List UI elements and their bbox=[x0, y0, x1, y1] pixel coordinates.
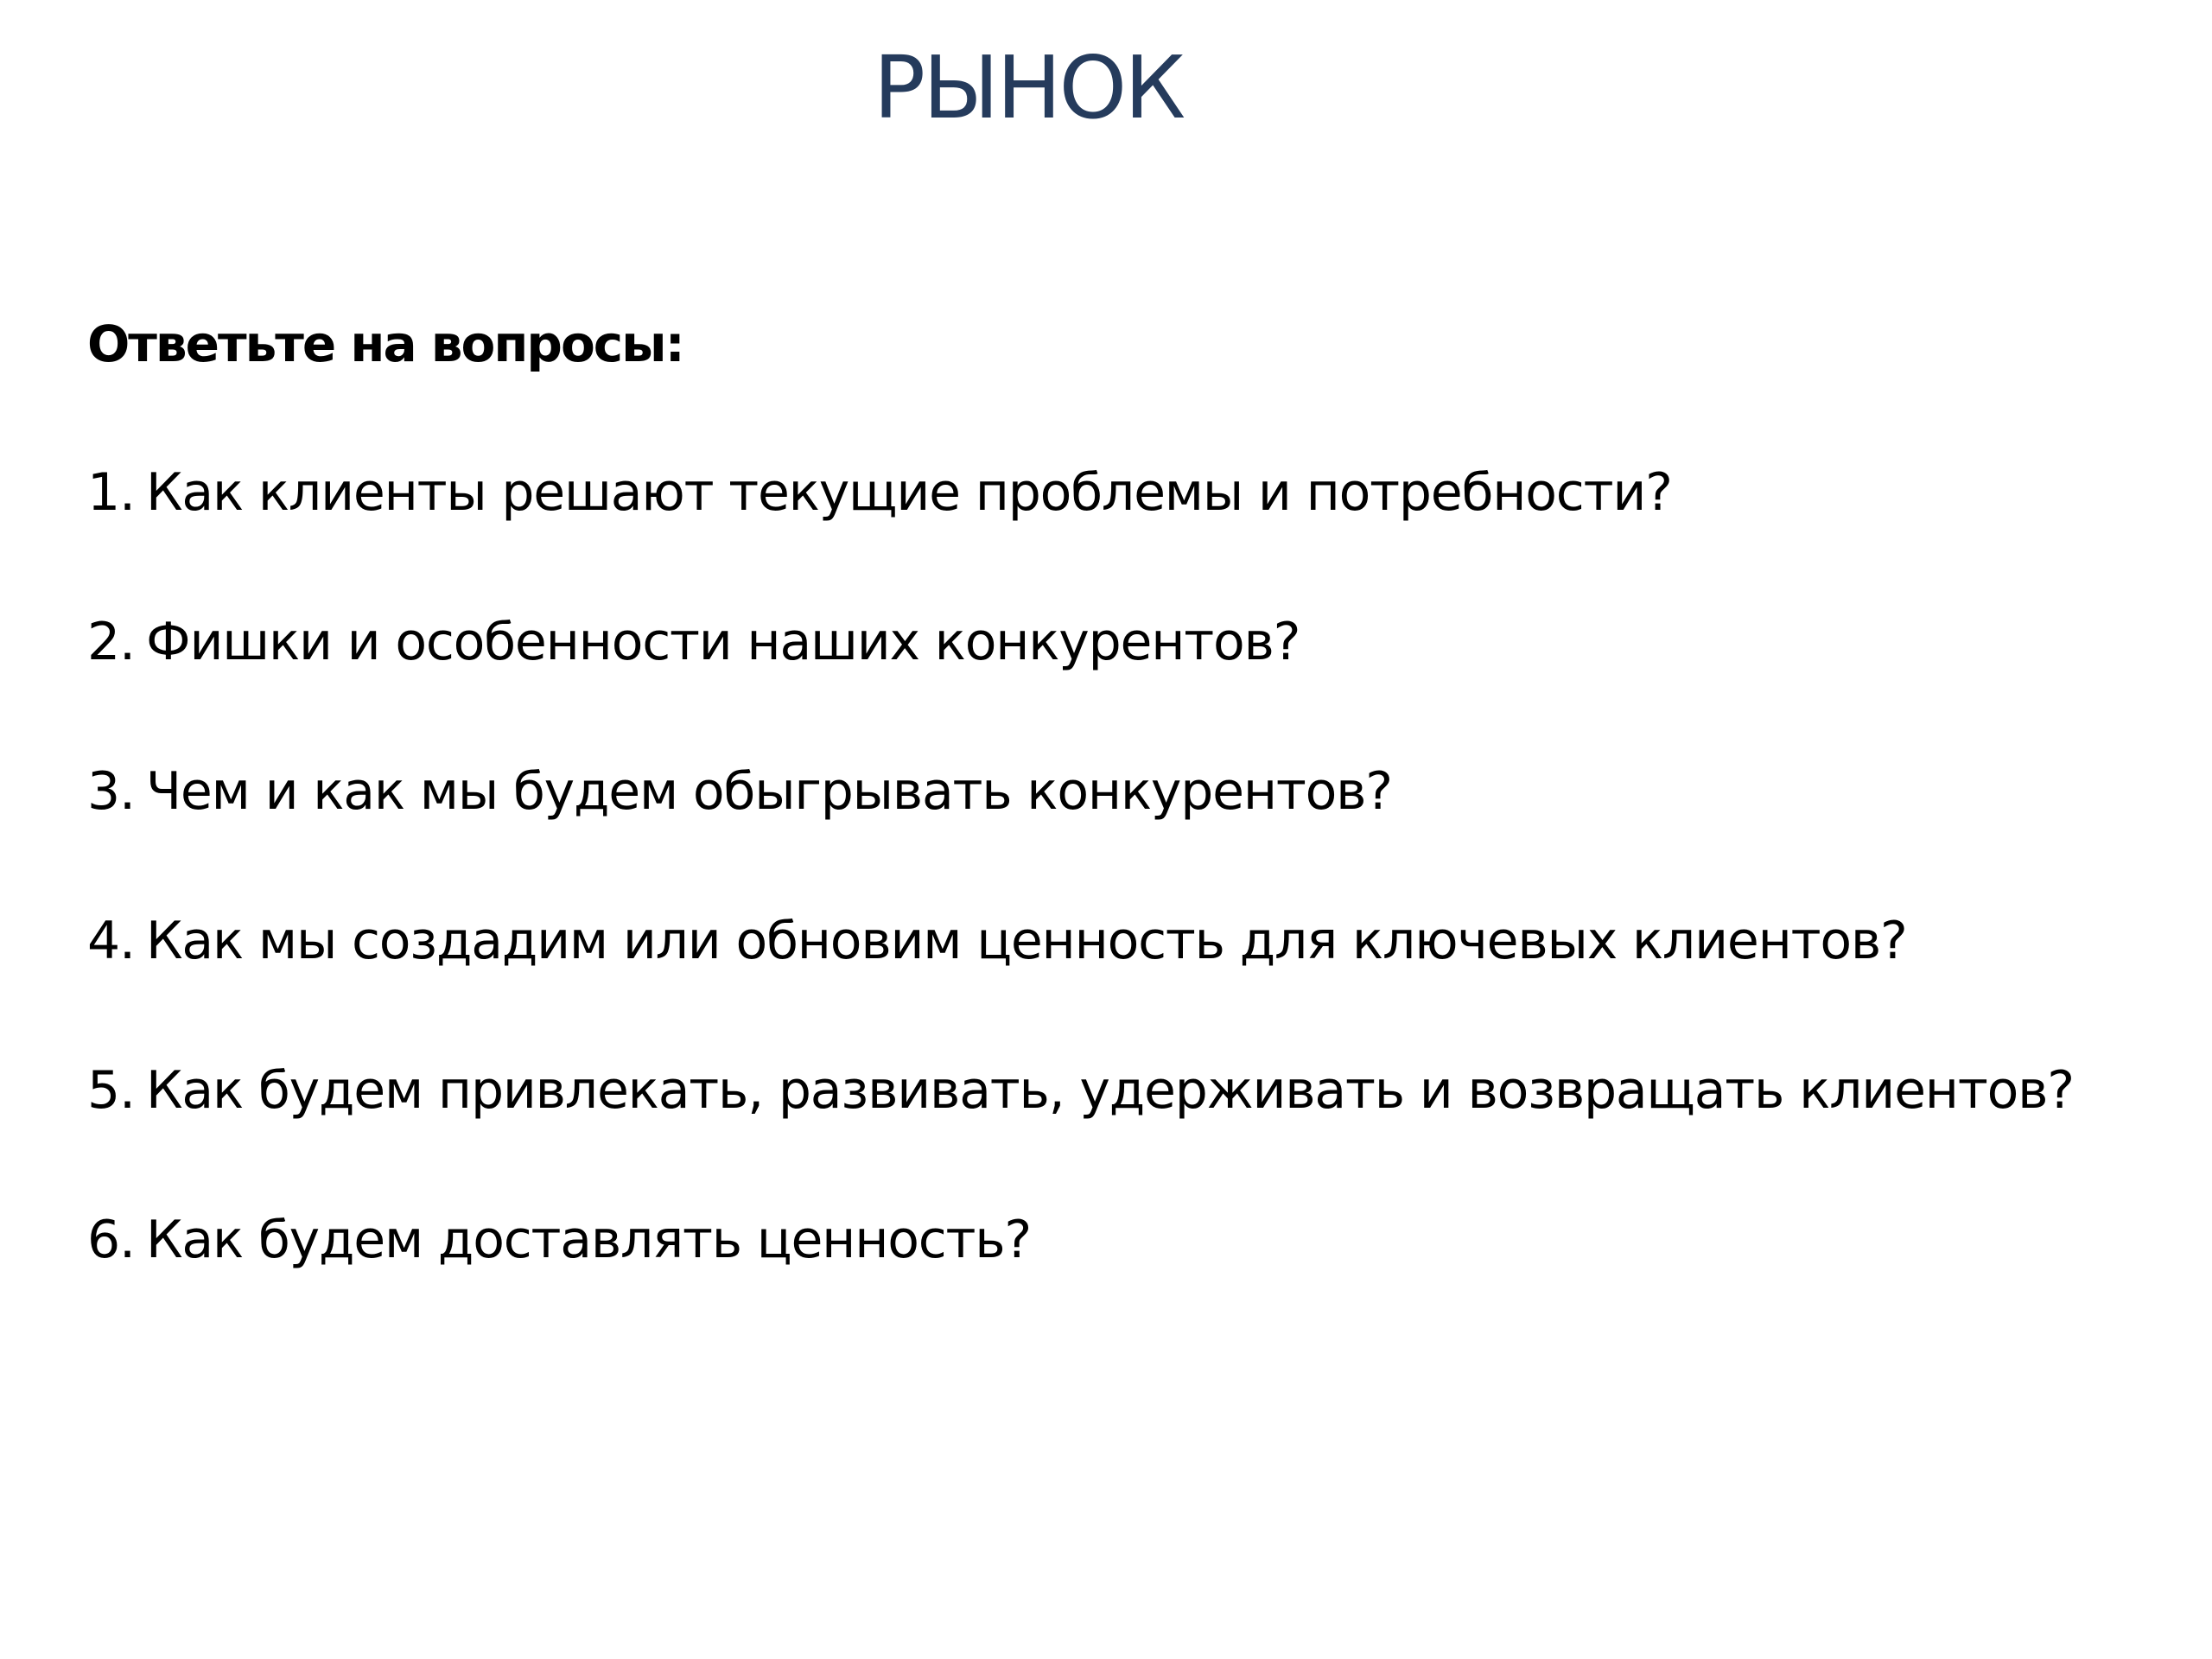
question-text: Как мы создадим или обновим ценность для ключевых клиентов? bbox=[146, 911, 1907, 971]
question-number: 1. bbox=[87, 462, 135, 523]
question-number: 6. bbox=[87, 1210, 135, 1270]
question-text: Как будем доставлять ценность? bbox=[146, 1210, 1032, 1270]
question-item-4 bbox=[87, 906, 2144, 976]
question-text: Как клиенты решают текущие проблемы и потребности? bbox=[146, 462, 1672, 523]
question-item-2 bbox=[87, 607, 2144, 677]
question-list bbox=[87, 458, 2144, 1274]
slide-title: РЫНОК bbox=[873, 37, 1184, 138]
questions-intro: Ответьте на вопросы: bbox=[87, 315, 683, 373]
question-text: Как будем привлекать, развивать, удерживать и возвращать клиентов? bbox=[146, 1060, 2074, 1121]
question-number: 5. bbox=[87, 1060, 135, 1121]
slide-content bbox=[87, 309, 2144, 1355]
question-item-1 bbox=[87, 458, 2144, 527]
question-item-5 bbox=[87, 1056, 2144, 1125]
question-item-3 bbox=[87, 757, 2144, 826]
question-text: Чем и как мы будем обыгрывать конкурентов? bbox=[146, 761, 1392, 822]
question-number: 3. bbox=[87, 761, 135, 822]
question-number: 2. bbox=[87, 612, 135, 672]
question-item-6 bbox=[87, 1205, 2144, 1274]
question-number: 4. bbox=[87, 911, 135, 971]
question-text: Фишки и особенности наших конкурентов? bbox=[146, 612, 1300, 672]
